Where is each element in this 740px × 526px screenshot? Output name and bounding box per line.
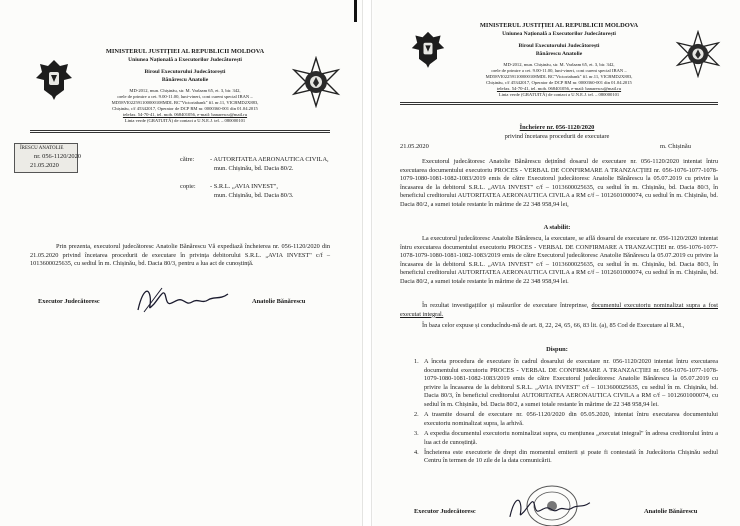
header-rule-2: [400, 104, 718, 105]
stamp-line-2: nr. 056-1120/2020: [34, 153, 81, 160]
executor-title: Bănărescu Anatolie: [161, 77, 209, 83]
address-line: Chișinău, c/f 45342017, Operator de DCP RM nr. 0000360-001 din 01.04.2015: [112, 106, 258, 111]
decision-subtitle: privind încetarea procedurii de executare: [504, 133, 610, 140]
address-line: orele de primire a cet. 9.00-11.00, luni-vineri, cont curent special IBAN –: [491, 68, 627, 73]
moldova-coat-of-arms-icon: [34, 56, 74, 102]
decision-place: m. Chișinău: [660, 143, 691, 150]
address-line: telefax. 54-70-41, tel. mob. 068401056, e-mail: banarescu@mail.ru: [496, 86, 622, 91]
union-title: Uniunea Națională a Executorilor Judecătorești: [128, 57, 242, 63]
decision-item: [414, 411, 718, 428]
address-line: MD-2012, mun. Chișinău, str. M. Varlaam 65, et. 3, bir. 342,: [503, 62, 615, 67]
address-block: [80, 88, 290, 124]
signature-name: Anatolie Bănărescu: [644, 508, 698, 515]
decision-item-number: 1.: [414, 358, 419, 365]
bureau-title: Biroul Executorului Judecătorești: [144, 69, 226, 75]
handwritten-signature: [132, 282, 232, 318]
decision-item-text: A expedia documentul executoriu nominalizat supra, cu mențiunea „executat integral" în adresa creditorului întru a lua act de cunoștință.: [424, 429, 718, 446]
address-line: orele de primire a cet. 9.00-11.00, luni-vineri, cont curent special IBAN –: [117, 94, 253, 99]
decision-item: [414, 430, 718, 447]
address-block: [452, 62, 666, 98]
union-title: Uniunea Națională a Executorilor Judecătorești: [502, 31, 616, 37]
letter-body: Prin prezenta, executorul judecătoresc Anatolie Bănărescu Vă expediază încheierea nr. 056-1120/2020 din 21.05.2020 privind încetarea procedurii de executare în privința debitorului S.R.L. „AVIA INVEST" c/f – 1013600025635, cu sediul în m. Chișinău, bd. Dacia 80/3, pentru a lua act de cunoștință.: [30, 243, 330, 268]
decision-page: [374, 0, 740, 526]
decision-date: 21.05.2020: [400, 143, 429, 150]
decision-item-text: A înceta procedura de executare în cadrul dosarului de executare nr. 056-1120/2020 intentat întru executarea documentului executoriu PROCES - VERBAL DE CONFIRMARE A TRANZACȚIEI nr. 056-1076-1077-1078-1079-1080-1081-1082-1083/2019 emis de către Executorul judecătoresc Anatolie Bănărescu la 05.07.2019 cu privire la încasarea de la debitorul S.R.L. „AVIA INVEST" c/f – 1013600025635, cu sediul în m. Chișinău, bd. Dacia 80/3, în beneficiul creditorului AUTORITATEA AERONAUTICA CIVILA a RM c/f – 1012601000074, cu sediul în m. Chișinău, bd. Dacia 80/2, a sumei totale restante în mărime de 22 348 958,94 lei.: [424, 358, 718, 408]
executed-integrally-note: documentul executoriu nominalizat supra a fost executat integral.: [400, 302, 718, 318]
recipient-to-address: mun. Chișinău, bd. Dacia 80/2.: [214, 165, 294, 172]
moldova-coat-of-arms-icon: [410, 28, 446, 70]
decision-paragraph-1: Executorul judecătoresc Anatolie Bănărescu deținînd dosarul de executare nr. 056-1120/2020 intentat întru executarea documentului executoriu PROCES - VERBAL DE CONFIRMARE A TRANZACȚIEI nr. 056-1076-1077-1078-1079-1080-1081-1082-1083/2019 emis de către Executorul judecătoresc Anatolie Bănărescu la 05.07.2019 cu privire la încasarea de la debitorul S.R.L. „AVIA INVEST" c/f – 1013600025635, cu sediul în m. Chișinău, bd. Dacia 80/3, în beneficiul creditorului AUTORITATEA AERONAUTICA CIVILA a RM c/f – 1012601000074, cu sediul în m. Chișinău, bd. Dacia 80/2, a sumei totale restante în mărime de 22 348 958,94 lei,: [400, 158, 718, 208]
address-line: Chișinău, c/f 45342017, Operator de DCP RM nr. 0000360-001 din 01.04.2015: [486, 80, 632, 85]
stamp-line-3: 21.05.2020: [30, 162, 59, 169]
decision-item: [414, 358, 718, 410]
decision-list: [414, 358, 718, 466]
decision-paragraph-4: În baza celor expuse și conducîndu-mă de art. 8, 22, 24, 65, 66, 83 lit. (a), 85 Cod de Executare al R.M.,: [422, 322, 685, 329]
decision-paragraph-3: [400, 302, 718, 319]
decision-item: [414, 449, 718, 466]
decides-heading: Dispun:: [546, 346, 568, 353]
executor-title: Bănărescu Anatolie: [535, 51, 583, 57]
recipient-copy-address: mun. Chișinău, bd. Dacia 80/3.: [214, 192, 294, 199]
recipient-copy-label: copie:: [180, 183, 196, 190]
handwritten-signature: [504, 492, 594, 524]
executor-emblem-icon: [674, 30, 722, 78]
signature-name: Anatolie Bănărescu: [252, 298, 306, 305]
decision-item-number: 2.: [414, 411, 419, 419]
address-line: Linia verde (GRATUITĂ) de contact a U.N.E.J. tel. – 080000101: [124, 118, 246, 123]
address-line: Linia verde (GRATUITĂ) de contact a U.N.E.J. tel. – 080000101: [498, 92, 620, 97]
decision-title: Încheiere nr. 056-1120/2020: [519, 124, 595, 131]
page-edge-mark: [354, 0, 357, 22]
header-rule-2: [30, 132, 330, 133]
recipient-copy-name: - S.R.L. „AVIA INVEST",: [210, 183, 278, 190]
established-heading: A stabilit:: [543, 224, 571, 231]
recipient-to-name: - AUTORITATEA AERONAUTICA CIVILA,: [210, 156, 329, 163]
ministry-title: MINISTERUL JUSTIȚIEI AL REPUBLICII MOLDOVA: [105, 48, 265, 55]
executor-emblem-icon: [290, 56, 342, 108]
stamp-line-1: ÎRESCU ANATOLIE: [20, 146, 64, 151]
address-line: telefax. 54-70-41, tel. mob. 068401056, e-mail: banarescu@mail.ru: [122, 112, 248, 117]
cover-letter-page: [0, 0, 360, 526]
address-line: MD-2012, mun. Chișinău, str. M. Varlaam 65, et. 3, bir. 342,: [129, 88, 241, 93]
page-separator: [362, 0, 372, 526]
header-rule: [400, 102, 718, 103]
header-rule: [30, 130, 330, 131]
paragraph-3-text: În rezultat investigațiilor și măsurilor de executare întreprinse,: [422, 302, 592, 309]
decision-item-text: A trasmite dosarul de executare nr. 056-1120/2020 din 05.05.2020, intentat întru executarea documentului executoriu nominalizat supra, la arhivă.: [424, 411, 718, 427]
decision-paragraph-2: La executorul judecătoresc Anatolie Bănărescu, la executare, se află dosarul de executare nr. 056-1120/2020 intentat întru executarea documentului executoriu PROCES - VERBAL DE CONFIRMARE A TRANZACȚIEI nr. 056-1076-1077-1078-1079-1080-1081-1082-1083/2019 emis de către Executorul judecătoresc Anatolie Bănărescu la 05.07.2019 cu privire la încasarea de la debitorul S.R.L. „AVIA INVEST" c/f – 1013600025635, cu sediul în m. Chișinău, bd. Dacia 80/3, în beneficiul creditorului AUTORITATEA AERONAUTICA CIVILA a RM c/f – 1012601000074, cu sediul în m. Chișinău, bd. Dacia 80/2, a sumei totale restante în mărime de 22 348 958,94 lei.: [400, 235, 718, 285]
bureau-title: Biroul Executorului Judecătorești: [518, 43, 600, 49]
decision-item-number: 4.: [414, 448, 419, 456]
recipient-to-label: către:: [180, 156, 195, 163]
address-line: MD58VI022591100000108MDL BC"Victoriabank" fil. nr.11, VICBMD2X883,: [485, 74, 633, 79]
decision-item-text: Încheierea este executorie de drept din momentul emiterii și poate fi contestată în Judecătoria Chișinău sediul Centru în termen de 10 zile de la data comunicării.: [424, 448, 718, 465]
decision-item-number: 3.: [414, 429, 419, 437]
decision-items: [414, 358, 718, 468]
signature-role: Executor Judecătoresc: [414, 508, 476, 515]
signature-role: Executor Judecătoresc: [38, 298, 100, 305]
address-line: MD58VI022591100000108MDL BC"Victoriabank" fil. nr.11, VICBMD2X883,: [111, 100, 259, 105]
ministry-title: MINISTERUL JUSTIȚIEI AL REPUBLICII MOLDOVA: [479, 22, 639, 29]
